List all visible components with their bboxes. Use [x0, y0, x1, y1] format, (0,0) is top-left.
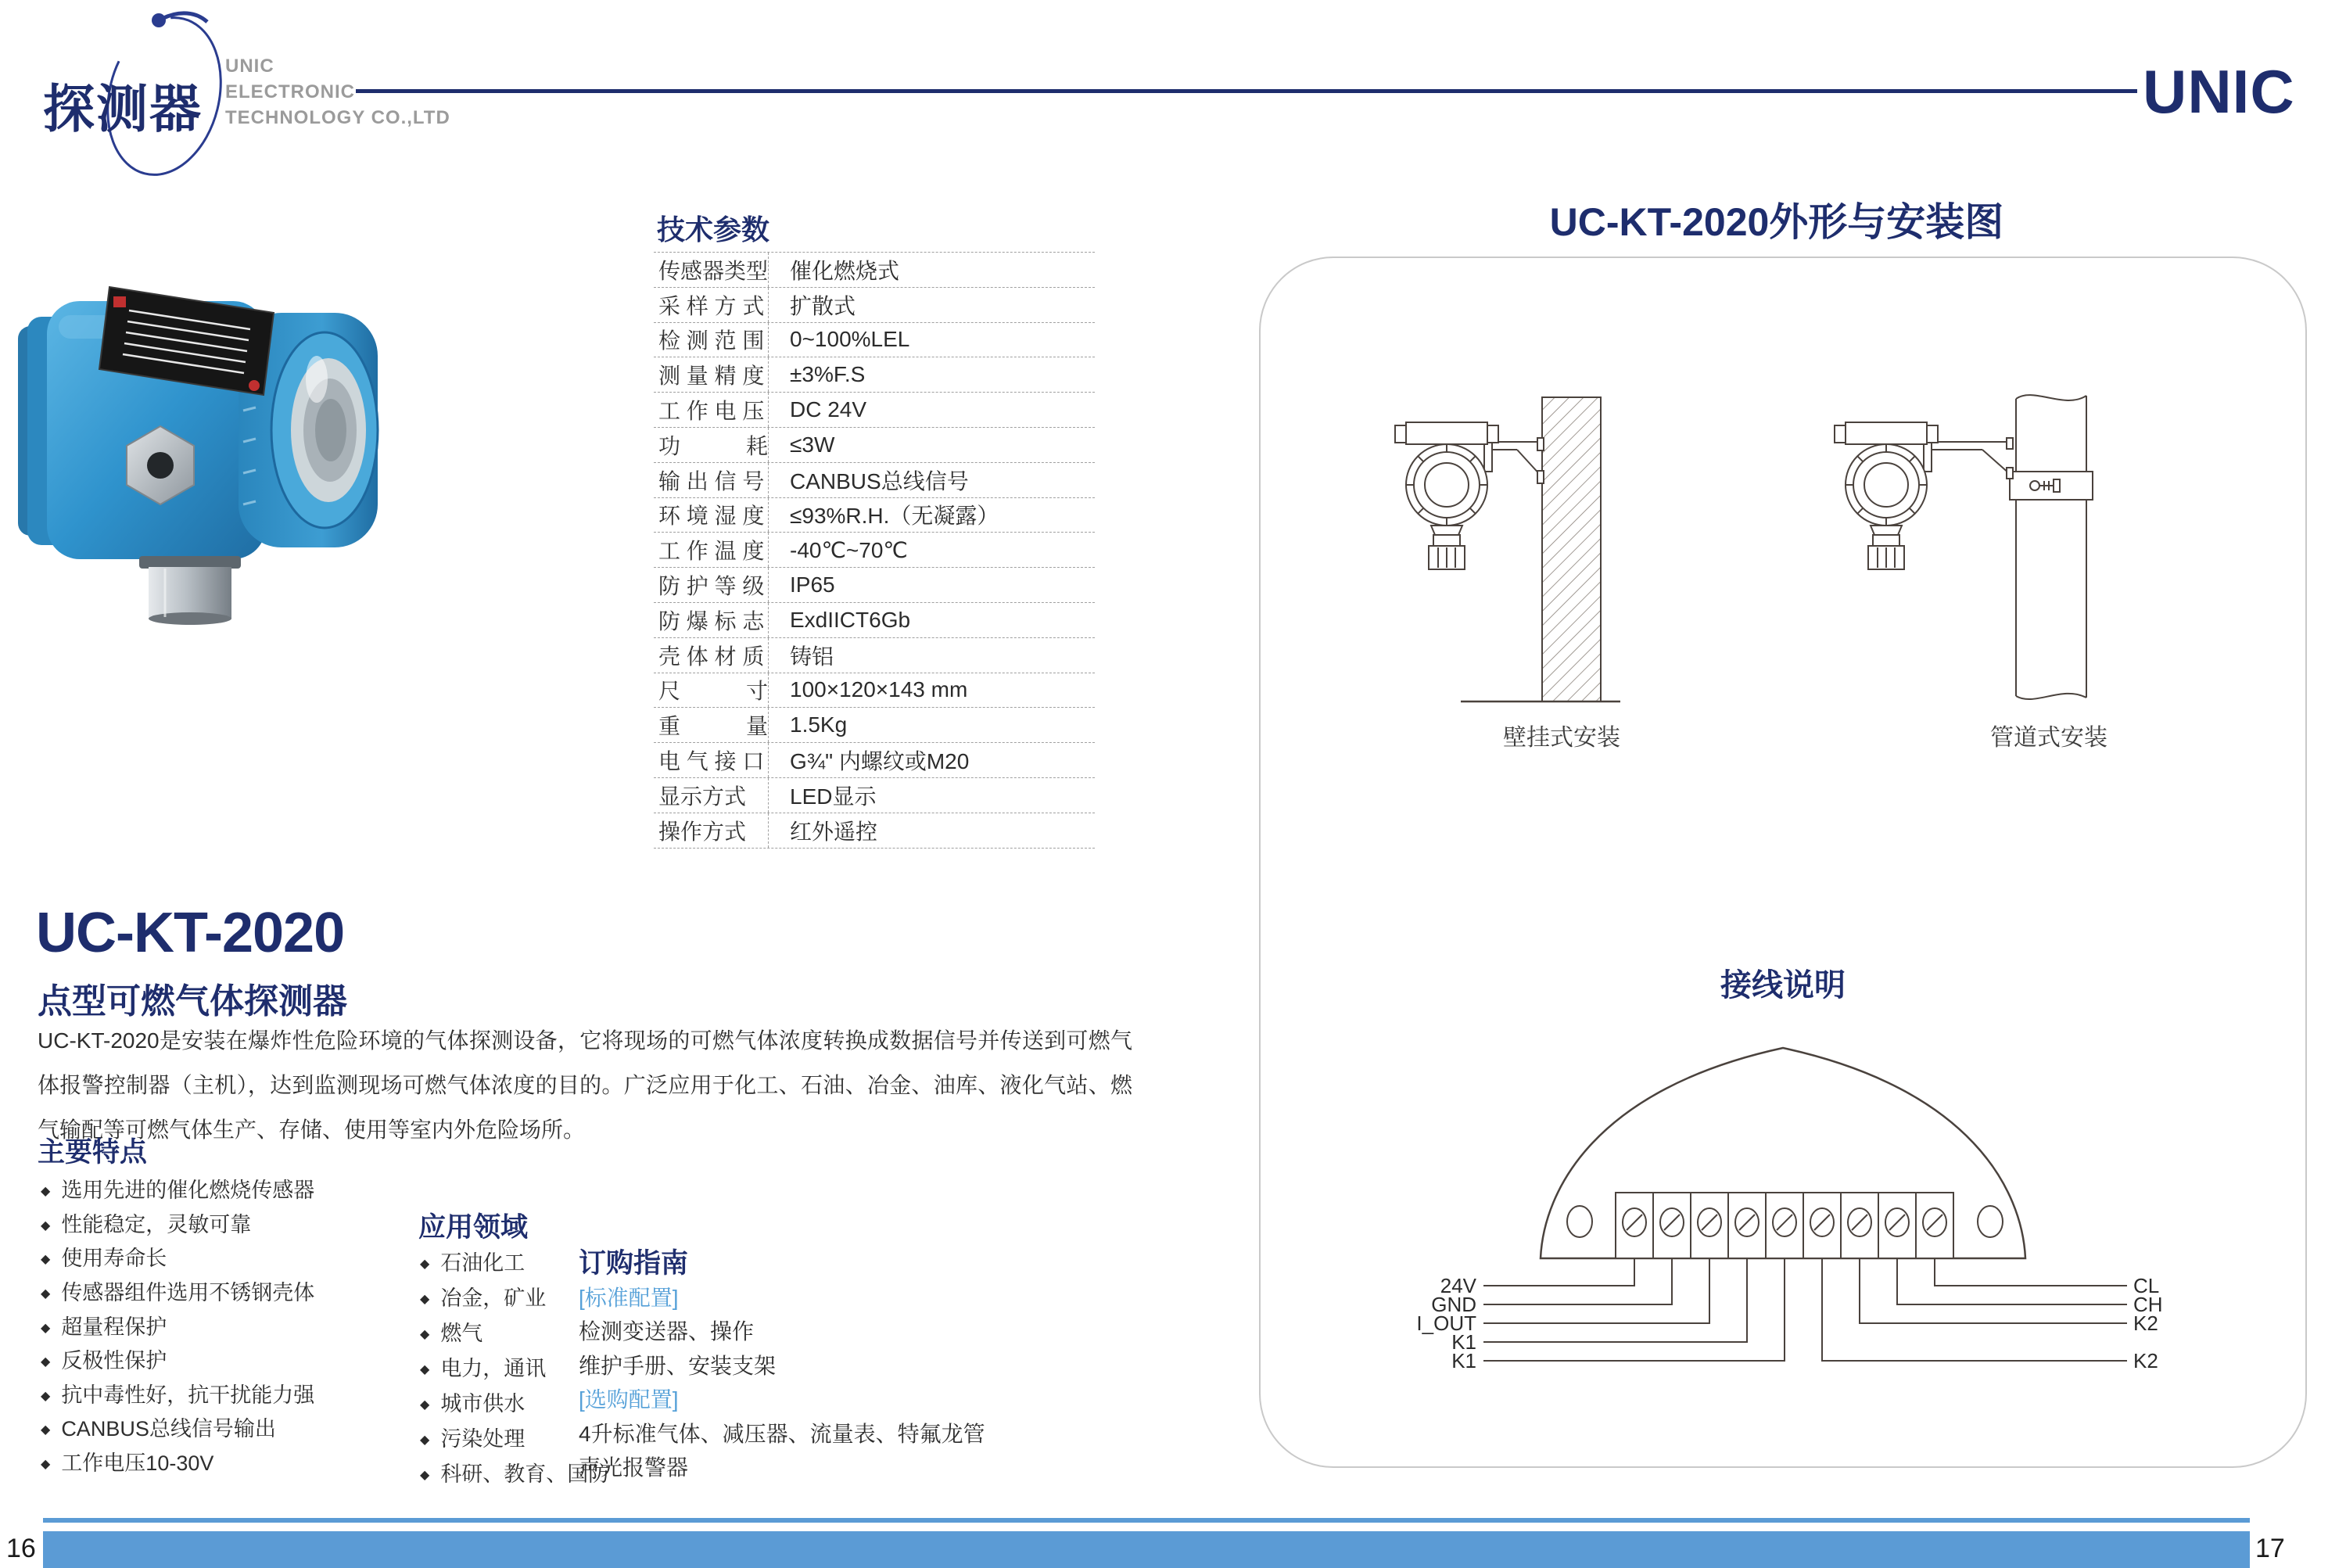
page-number-left: 16: [6, 1534, 36, 1563]
ordering-title: 订购指南: [579, 1248, 689, 1279]
ordering-item: 维护手册、安装支架: [579, 1353, 777, 1378]
features-title: 主要特点: [38, 1137, 148, 1168]
spec-value: ExdIICT6Gb: [790, 607, 911, 632]
pipe-mount-diagram: [1822, 375, 2150, 719]
feature-item: [41, 1376, 314, 1411]
pipe-mount-caption: 管道式安装: [1990, 725, 2107, 751]
diamond-bullet-icon: [420, 1249, 440, 1273]
spec-value: G¾" 内螺纹或M20: [790, 749, 970, 774]
installation-section-title: UC-KT-2020外形与安装图: [1549, 200, 2004, 244]
diamond-bullet-icon: [41, 1449, 61, 1473]
spec-row: [654, 778, 1095, 813]
applications-title: 应用领域: [418, 1212, 529, 1243]
feature-item: [41, 1308, 314, 1342]
diamond-bullet-icon: [41, 1347, 61, 1371]
spec-row: [654, 498, 1095, 533]
feature-text: 性能稳定，灵敏可靠: [61, 1212, 252, 1236]
spec-label: 电 气 接 口: [654, 743, 769, 777]
diamond-bullet-icon: [420, 1355, 440, 1379]
spec-label: 壳 体 材 质: [654, 638, 769, 673]
spec-label: 工 作 温 度: [654, 533, 769, 567]
feature-text: 传感器组件选用不锈钢壳体: [61, 1281, 315, 1305]
spec-row: [654, 568, 1095, 603]
diamond-bullet-icon: [41, 1415, 61, 1439]
ordering-standard-config-link[interactable]: [标准配置]: [579, 1285, 679, 1310]
feature-item: [41, 1240, 314, 1274]
company-line: ELECTRONIC: [225, 81, 355, 102]
spec-label: 显示方式: [654, 778, 769, 813]
feature-item: [41, 1274, 314, 1308]
spec-row: [654, 323, 1095, 358]
spec-label: 采 样 方 式: [654, 288, 769, 322]
spec-value: ≤93%R.H.（无凝露）: [790, 504, 999, 529]
feature-text: 选用先进的催化燃烧传感器: [61, 1179, 315, 1203]
page-number-right: 17: [2255, 1534, 2285, 1563]
spec-row: [654, 673, 1095, 709]
feature-item: [41, 1342, 314, 1376]
spec-row: [654, 463, 1095, 498]
spec-label: 检 测 范 围: [654, 323, 769, 357]
terminal-label-k1: K1: [1451, 1330, 1476, 1354]
feature-text: 抗中毒性好，抗干扰能力强: [61, 1383, 315, 1407]
spec-table: [654, 252, 1095, 849]
terminal-label-ch: CH: [2133, 1293, 2163, 1316]
wiring-diagram: [1478, 1042, 2135, 1370]
application-text: 城市供水: [440, 1392, 526, 1416]
diamond-bullet-icon: [41, 1279, 61, 1303]
diamond-bullet-icon: [420, 1425, 440, 1449]
diamond-bullet-icon: [420, 1284, 440, 1308]
application-text: 石油化工: [440, 1251, 526, 1275]
features-list: [41, 1172, 314, 1478]
spec-label: 工 作 电 压: [654, 393, 769, 427]
ordering-optional-config-link[interactable]: [选购配置]: [579, 1387, 679, 1412]
diamond-bullet-icon: [41, 1244, 61, 1268]
company-line: TECHNOLOGY CO.,LTD: [225, 107, 450, 128]
spec-label: 防 护 等 级: [654, 568, 769, 602]
spec-row: [654, 603, 1095, 638]
spec-value: 催化燃烧式: [790, 258, 900, 283]
terminal-label-k2: K2: [2133, 1349, 2158, 1372]
diamond-bullet-icon: [41, 1313, 61, 1337]
spec-value: ±3%F.S: [790, 362, 866, 387]
spec-value: 100×120×143 mm: [790, 677, 968, 702]
terminal-label-k1: K1: [1451, 1349, 1476, 1372]
footer-accent-line: [43, 1518, 2250, 1523]
spec-row: [654, 533, 1095, 568]
specs-title: 技术参数: [657, 213, 770, 246]
spec-label: 防 爆 标 志: [654, 603, 769, 637]
spec-value: ≤3W: [790, 432, 835, 457]
ordering-item: 声光报警器: [579, 1455, 689, 1480]
spec-row: [654, 253, 1095, 288]
product-name-title: 点型可燃气体探测器: [38, 982, 347, 1021]
wiring-title: 接线说明: [1720, 968, 1846, 1003]
terminal-label-gnd: GND: [1431, 1293, 1476, 1316]
terminal-label-24v: 24V: [1440, 1274, 1476, 1297]
product-model-title: UC-KT-2020: [36, 902, 345, 964]
spec-label: 操作方式: [654, 813, 769, 848]
ordering-item: 检测变送器、操作: [579, 1319, 755, 1344]
spec-label: 环 境 湿 度: [654, 498, 769, 533]
header-divider: [356, 89, 2137, 93]
spec-value: IP65: [790, 572, 835, 597]
diamond-bullet-icon: [420, 1319, 440, 1344]
spec-value: 铸铝: [790, 644, 834, 669]
ordering-list: [579, 1279, 985, 1484]
spec-value: 0~100%LEL: [790, 327, 910, 352]
diamond-bullet-icon: [420, 1460, 440, 1484]
feature-item: [41, 1172, 314, 1206]
wall-mount-caption: 壁挂式安装: [1503, 725, 1620, 751]
spec-row: [654, 288, 1095, 323]
footer-bar: [43, 1531, 2250, 1568]
ordering-item: 4升标准气体、减压器、流量表、特氟龙管: [579, 1421, 985, 1446]
brand-wordmark: UNIC: [2143, 57, 2295, 126]
feature-item: [41, 1410, 314, 1444]
application-text: 科研、教育、国防: [440, 1462, 610, 1486]
terminal-label-k2: K2: [2133, 1311, 2158, 1335]
company-line: UNIC: [225, 56, 274, 77]
product-photo: [12, 278, 403, 637]
diamond-bullet-icon: [41, 1176, 61, 1200]
terminal-label-cl: CL: [2133, 1274, 2160, 1297]
spec-value: 1.5Kg: [790, 712, 848, 737]
spec-label: 传感器类型: [654, 253, 769, 287]
spec-row: [654, 743, 1095, 778]
diamond-bullet-icon: [41, 1211, 61, 1235]
wall-mount-diagram: [1361, 375, 1642, 719]
spec-row: [654, 638, 1095, 673]
application-text: 污染处理: [440, 1427, 526, 1451]
spec-label: 输 出 信 号: [654, 463, 769, 497]
spec-label: 重 量: [654, 708, 769, 742]
spec-value: CANBUS总线信号: [790, 468, 969, 493]
application-text: 燃气: [440, 1322, 483, 1345]
feature-item: [41, 1444, 314, 1479]
diamond-bullet-icon: [420, 1390, 440, 1414]
spec-row: [654, 813, 1095, 849]
spec-row: [654, 428, 1095, 463]
spec-row: [654, 708, 1095, 743]
feature-text: CANBUS总线信号输出: [61, 1417, 276, 1441]
spec-value: -40℃~70℃: [790, 537, 908, 562]
spec-label: 尺 寸: [654, 673, 769, 708]
feature-text: 工作电压10-30V: [61, 1451, 214, 1476]
spec-label: 功 耗: [654, 428, 769, 462]
feature-text: 使用寿命长: [61, 1247, 167, 1271]
logo-text: 探测器: [43, 80, 203, 138]
spec-value: 扩散式: [790, 293, 856, 318]
spec-row: [654, 357, 1095, 393]
spec-value: DC 24V: [790, 397, 867, 422]
terminal-label-iout: I_OUT: [1416, 1311, 1476, 1335]
spec-value: 红外遥控: [790, 819, 878, 844]
application-text: 冶金，矿业: [440, 1286, 547, 1310]
spec-value: LED显示: [790, 784, 877, 809]
application-text: 电力，通讯: [440, 1357, 547, 1380]
feature-text: 超量程保护: [61, 1315, 167, 1339]
diamond-bullet-icon: [41, 1381, 61, 1405]
spec-row: [654, 393, 1095, 428]
feature-text: 反极性保护: [61, 1349, 167, 1373]
feature-item: [41, 1206, 314, 1240]
spec-label: 测 量 精 度: [654, 357, 769, 392]
product-description: UC-KT-2020是安装在爆炸性危险环境的气体探测设备，它将现场的可燃气体浓度转换成数据信号并传送到可燃气体报警控制器（主机），达到监测现场可燃气体浓度的目的。广泛应用于化工、石油、冶金、油库、液化气站、燃气输配等可燃气体生产、存储、使用等室内外危险场所。: [38, 1028, 1132, 1142]
